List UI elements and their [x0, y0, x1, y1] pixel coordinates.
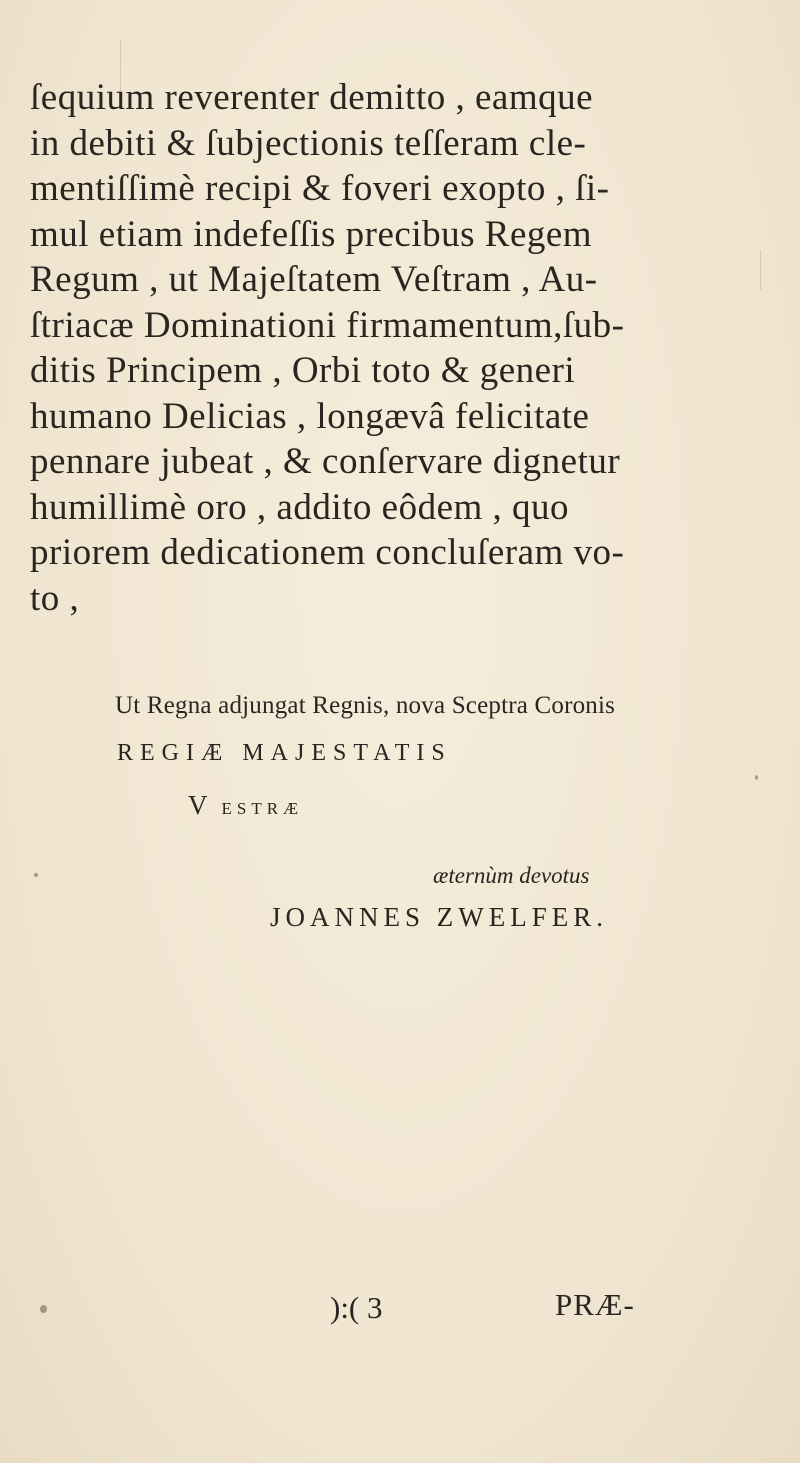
text-line: mentiſſimè recipi & foveri exopto , ſi- — [30, 168, 610, 209]
catchword: PRÆ- — [555, 1287, 635, 1322]
text-line: ſtriacæ Dominationi firmamentum,ſub- — [30, 304, 625, 346]
text-line: to , — [30, 577, 80, 619]
text-line: pennare jubeat , & conſervare dignetur — [30, 441, 621, 482]
text-line: mul etiam indefeſſis precibus Regem — [30, 213, 593, 255]
text-line: ditis Principem , Orbi toto & generi — [30, 350, 576, 391]
text-line: in debiti & ſubjectionis teſſeram cle- — [30, 122, 587, 164]
text-line: Regum , ut Majeſtatem Veſtram , Au- — [30, 259, 598, 300]
author-signature: JOANNES ZWELFER. — [270, 902, 608, 932]
ink-speck — [40, 1305, 47, 1313]
text-line: humillimè oro , addito eôdem , quo — [30, 486, 570, 528]
dedication-subheading — [188, 790, 303, 821]
signature-mark: ):( 3 — [330, 1290, 383, 1325]
text-line: priorem dedicationem concluſeram vo- — [30, 532, 625, 573]
text-line: humano Delicias , longævâ felicitate — [30, 395, 590, 437]
ink-speck — [755, 775, 758, 780]
verse-line: Ut Regna adjungat Regnis, nova Sceptra Coronis — [115, 692, 616, 719]
closing-phrase: æternùm devotus — [433, 863, 590, 888]
dedication-rest: ESTRÆ — [221, 799, 304, 818]
dedication-initial: V — [188, 790, 212, 820]
body-text — [30, 75, 690, 621]
page-crease — [760, 250, 761, 290]
ink-speck — [34, 873, 38, 877]
dedication-heading: REGIÆ MAJESTATIS — [117, 740, 452, 766]
text-line: ſequium reverenter demitto , eamque — [30, 77, 594, 118]
